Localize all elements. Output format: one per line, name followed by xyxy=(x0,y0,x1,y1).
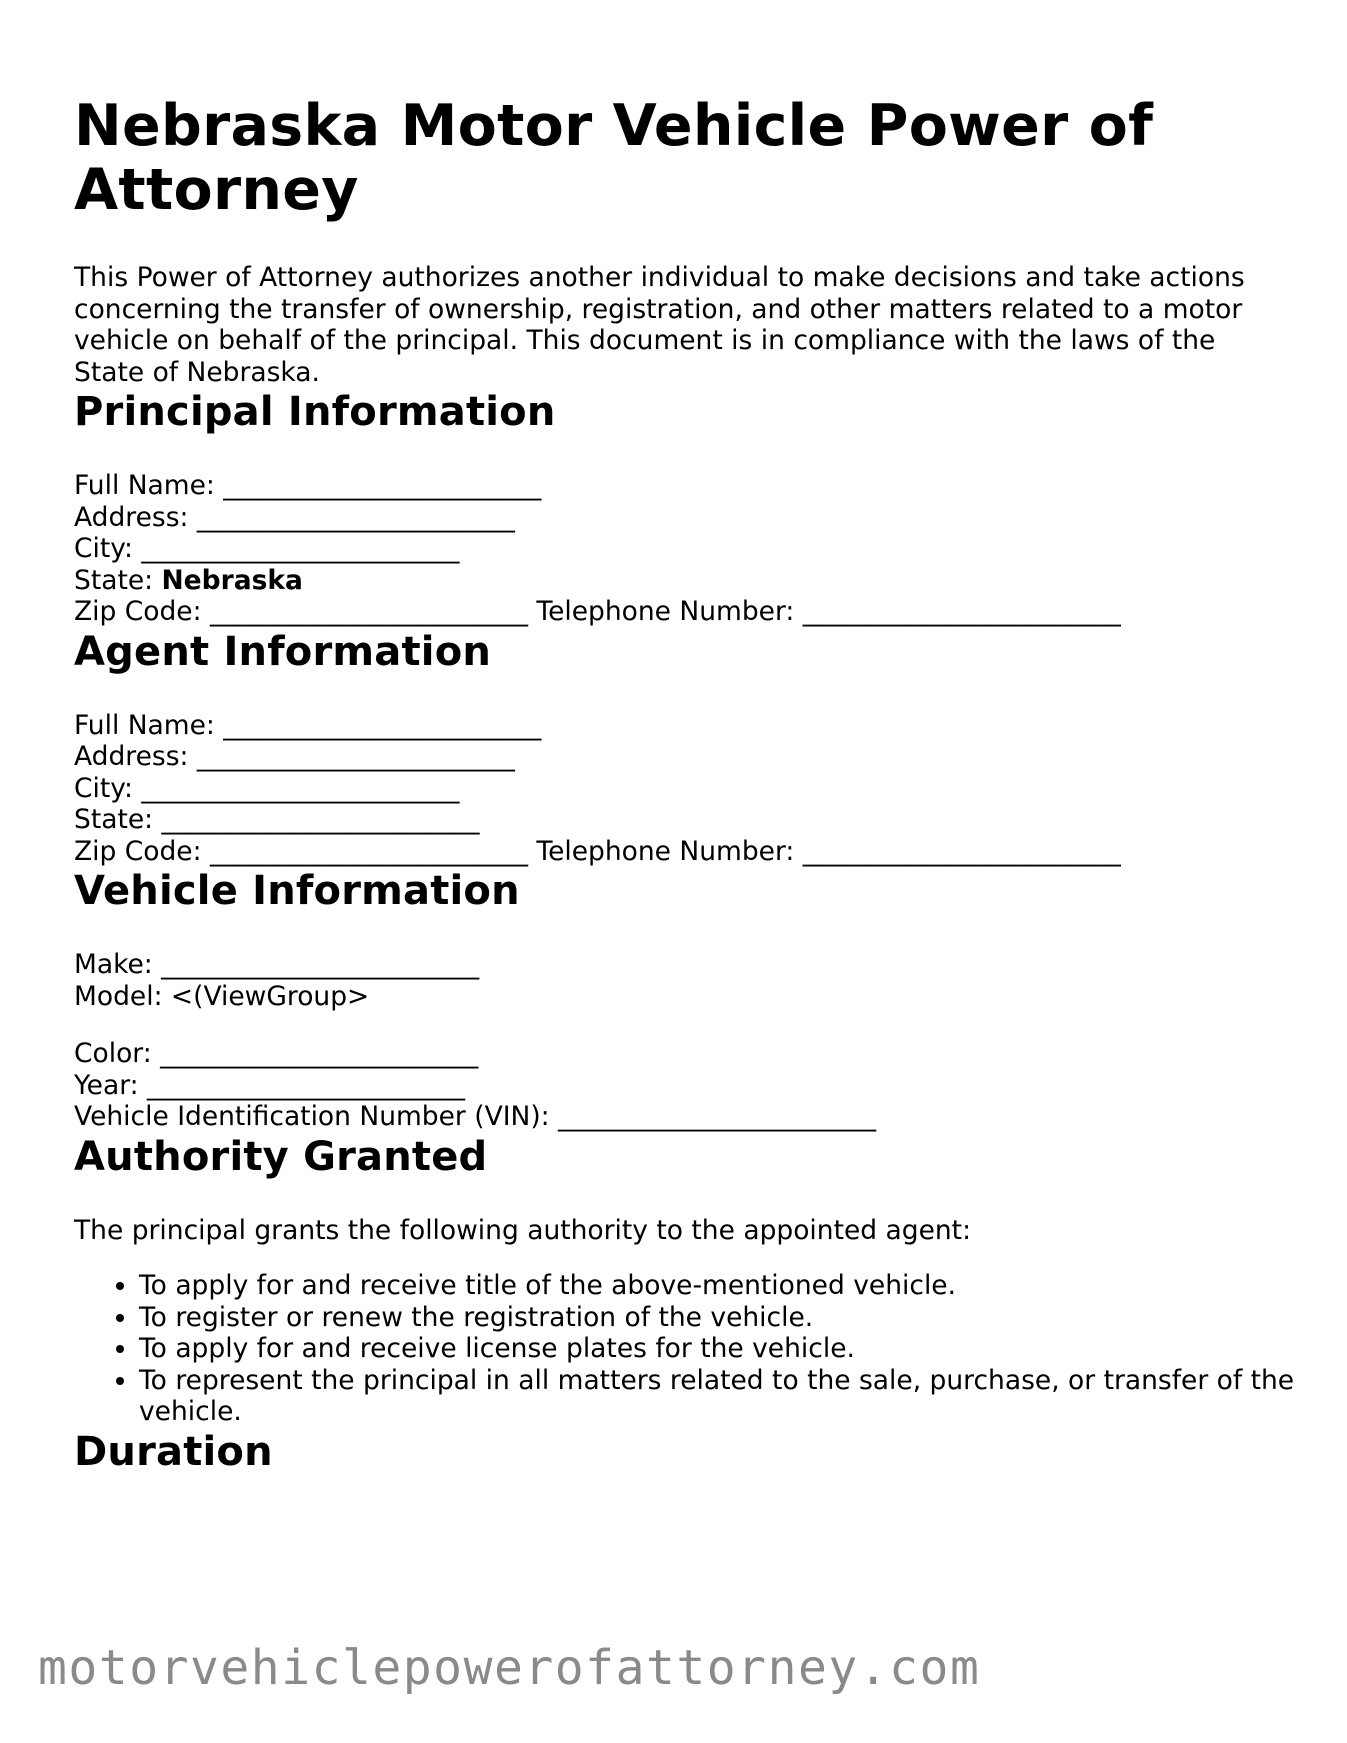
duration-heading: Duration xyxy=(74,1428,273,1475)
principal-full-name-row xyxy=(74,470,1274,502)
principal-address-row xyxy=(74,502,1274,534)
authority-heading: Authority Granted xyxy=(74,1133,488,1180)
list-item: • To represent the principal in all matters related to the sale, purchase, or transfer of the vehicle. xyxy=(139,1365,1309,1428)
vehicle-model-value: <(ViewGroup> xyxy=(170,980,370,1012)
principal-address-label: Address: xyxy=(74,501,197,533)
vehicle-color-label: Color: xyxy=(74,1038,161,1069)
vehicle-year-blank[interactable]: ________________________ xyxy=(147,1069,465,1101)
agent-address-row xyxy=(74,741,1274,773)
vehicle-spacer xyxy=(74,1012,1274,1038)
principal-state-row xyxy=(74,565,1274,597)
agent-state-label: State: xyxy=(74,804,162,835)
principal-phone-label: Telephone Number: xyxy=(527,596,803,627)
principal-city-label: City: xyxy=(74,533,142,564)
principal-full-name-label: Full Name: xyxy=(74,470,224,501)
agent-city-row xyxy=(74,773,1274,805)
agent-full-name-label: Full Name: xyxy=(74,709,224,741)
principal-state-value: Nebraska xyxy=(161,564,303,596)
agent-address-blank[interactable]: ________________________ xyxy=(196,741,515,772)
agent-full-name-row xyxy=(74,710,1274,742)
vehicle-vin-label: Vehicle Identification Number (VIN): xyxy=(74,1101,559,1132)
principal-address-blank[interactable]: ________________________ xyxy=(196,501,515,533)
authority-intro: The principal grants the following authority to the appointed agent: xyxy=(74,1214,972,1246)
agent-state-blank[interactable]: ________________________ xyxy=(161,804,480,835)
principal-full-name-blank[interactable]: ________________________ xyxy=(223,470,542,501)
agent-zip-label: Zip Code: xyxy=(74,835,210,867)
principal-fields xyxy=(74,470,1274,628)
list-item: • To register or renew the registration of the vehicle. xyxy=(139,1302,1309,1334)
principal-zip-blank[interactable]: ________________________ xyxy=(209,596,528,627)
vehicle-year-label: Year: xyxy=(74,1069,147,1101)
vehicle-fields xyxy=(74,949,1274,1133)
vehicle-color-blank[interactable]: ________________________ xyxy=(160,1038,479,1069)
agent-phone-label: Telephone Number: xyxy=(527,835,803,867)
principal-zip-phone-row xyxy=(74,596,1274,628)
intro-paragraph: This Power of Attorney authorizes another individual to make decisions and take actions concerning the transfer of ownership, registration, and other matters related to a motor vehicle on behalf of the principal. This document is in compliance with the laws of the State of Nebraska. xyxy=(74,262,1245,388)
list-item: • To apply for and receive license plates for the vehicle. xyxy=(139,1333,1309,1365)
vehicle-model-label: Model: xyxy=(74,980,171,1012)
agent-fields xyxy=(74,710,1274,868)
agent-full-name-blank[interactable]: ________________________ xyxy=(223,709,542,741)
vehicle-color-row xyxy=(74,1038,1274,1070)
vehicle-make-row xyxy=(74,949,1274,981)
list-item: • To apply for and receive title of the above-mentioned vehicle. xyxy=(139,1270,1309,1302)
agent-state-row xyxy=(74,804,1274,836)
principal-city-blank[interactable]: ________________________ xyxy=(141,533,460,564)
agent-phone-blank[interactable]: ________________________ xyxy=(802,835,1121,867)
vehicle-vin-row xyxy=(74,1101,1274,1133)
vehicle-vin-blank[interactable]: ________________________ xyxy=(558,1101,877,1132)
document-title: Nebraska Motor Vehicle Power of Attorney xyxy=(74,93,1154,223)
vehicle-year-row xyxy=(74,1070,1274,1102)
principal-zip-label: Zip Code: xyxy=(74,596,210,627)
vehicle-heading: Vehicle Information xyxy=(74,868,520,914)
agent-zip-blank[interactable]: ________________________ xyxy=(209,835,528,867)
vehicle-model-row xyxy=(74,981,1274,1013)
watermark-text: motorvehiclepowerofattorney.com xyxy=(38,1640,981,1696)
principal-state-label: State: xyxy=(74,564,162,596)
agent-heading: Agent Information xyxy=(74,628,492,675)
principal-phone-blank[interactable]: ________________________ xyxy=(802,596,1121,627)
vehicle-make-label: Make: xyxy=(74,949,162,980)
agent-city-blank[interactable]: ________________________ xyxy=(141,772,460,804)
principal-city-row xyxy=(74,533,1274,565)
authority-list xyxy=(74,1270,1309,1428)
agent-city-label: City: xyxy=(74,772,142,804)
document-page xyxy=(74,0,1295,1476)
vehicle-make-blank[interactable]: ________________________ xyxy=(161,949,480,980)
agent-address-label: Address: xyxy=(74,741,197,772)
principal-heading: Principal Information xyxy=(74,389,556,435)
agent-zip-phone-row xyxy=(74,836,1274,868)
